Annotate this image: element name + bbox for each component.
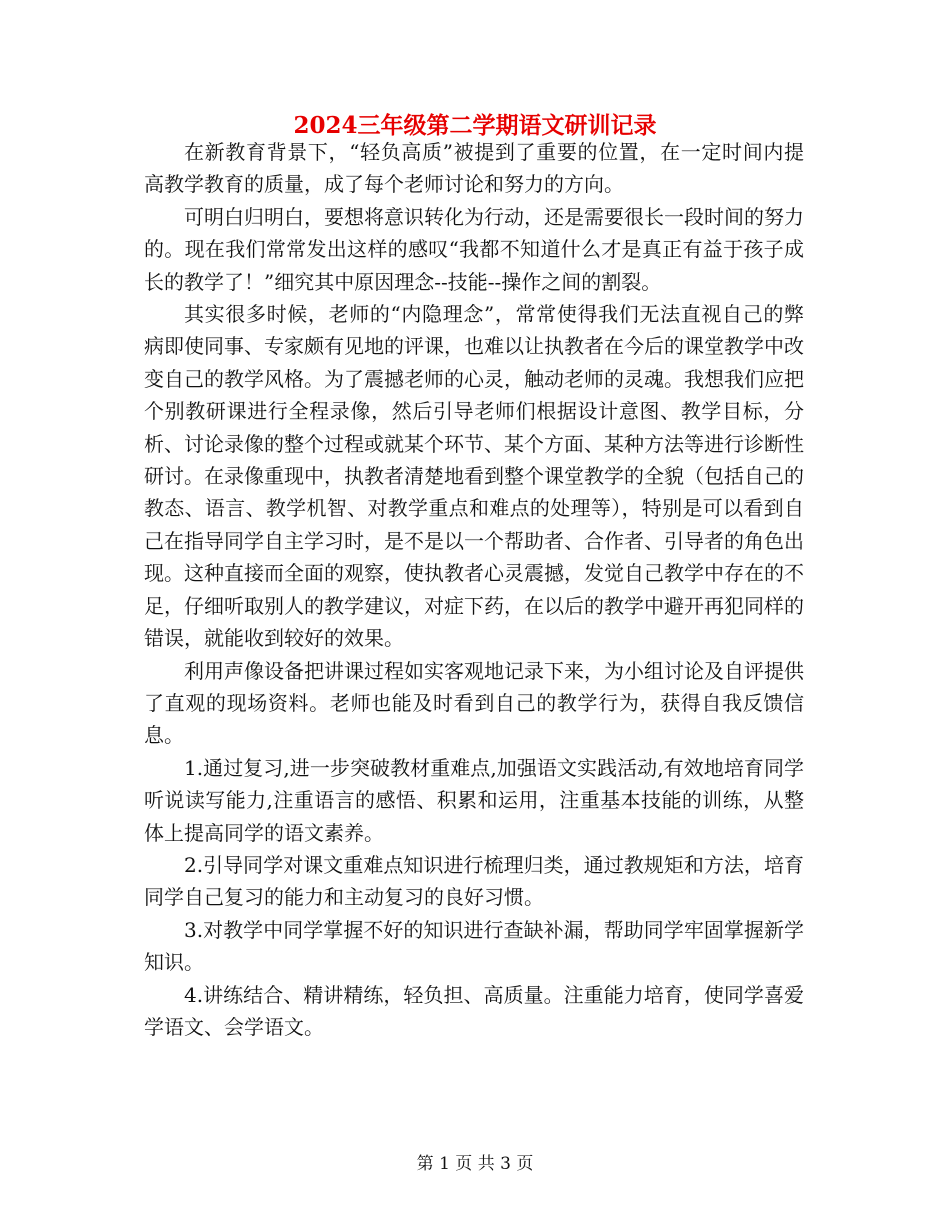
paragraph: 1.通过复习,进一步突破教材重难点,加强语文实践活动,有效地培育同学听说读写能力,注重语言的感悟、积累和运用，注重基本技能的训练，从整体上提高同学的语文素养。 [144,755,804,845]
document-title: 2024三年级第二学期语文研训记录 [293,112,657,139]
paragraph: 可明白归明白，要想将意识转化为行动，还是需要很长一段时间的努力的。现在我们常常发出这样的感叹“我都不知道什么才是真正有益于孩子成长的教学了！”细究其中原因理念--技能--操作之间的割裂。 [144,204,804,294]
paragraph: 在新教育背景下，“轻负高质”被提到了重要的位置，在一定时间内提高教学教育的质量，成了每个老师讨论和努力的方向。 [144,140,804,197]
paragraph: 利用声像设备把讲课过程如实客观地记录下来，为小组讨论及自评提供了直观的现场资料。老师也能及时看到自己的教学行为，获得自我反馈信息。 [144,658,804,748]
paragraph: 3.对教学中同学掌握不好的知识进行查缺补漏，帮助同学牢固掌握新学知识。 [144,917,804,975]
document-body [144,136,804,1043]
paragraph: 4.讲练结合、精讲精练，轻负担、高质量。注重能力培育，使同学喜爱学语文、会学语文。 [144,982,804,1039]
paragraph: 其实很多时候，老师的“内隐理念”，常常使得我们无法直视自己的弊病即使同事、专家颇有见地的评课，也难以让执教者在今后的课堂教学中改变自己的教学风格。为了震撼老师的心灵，触动老师的灵魂。我想我们应把个别教研课进行全程录像，然后引导老师们根据设计意图、教学目标，分析、讨论录像的整个过程或就某个环节、某个方面、某种方法等进行诊断性研讨。在录像重现中，执教者清楚地看到整个课堂教学的全貌（包括自己的教态、语言、教学机智、对教学重点和难点的处理等），特别是可以看到自己在指导同学自主学习时，是不是以一个帮助者、合作者、引导者的角色出现。这种直接而全面的观察，使执教者心灵震撼，发觉自己教学中存在的不足，仔细听取别人的教学建议，对症下药，在以后的教学中避开再犯同样的错误，就能收到较好的效果。 [144,302,804,651]
page-number-footer: 第 1 页 共 3 页 [416,1154,534,1174]
paragraph: 2.引导同学对课文重难点知识进行梳理归类，通过教规矩和方法，培育同学自己复习的能力和主动复习的良好习惯。 [144,852,804,910]
